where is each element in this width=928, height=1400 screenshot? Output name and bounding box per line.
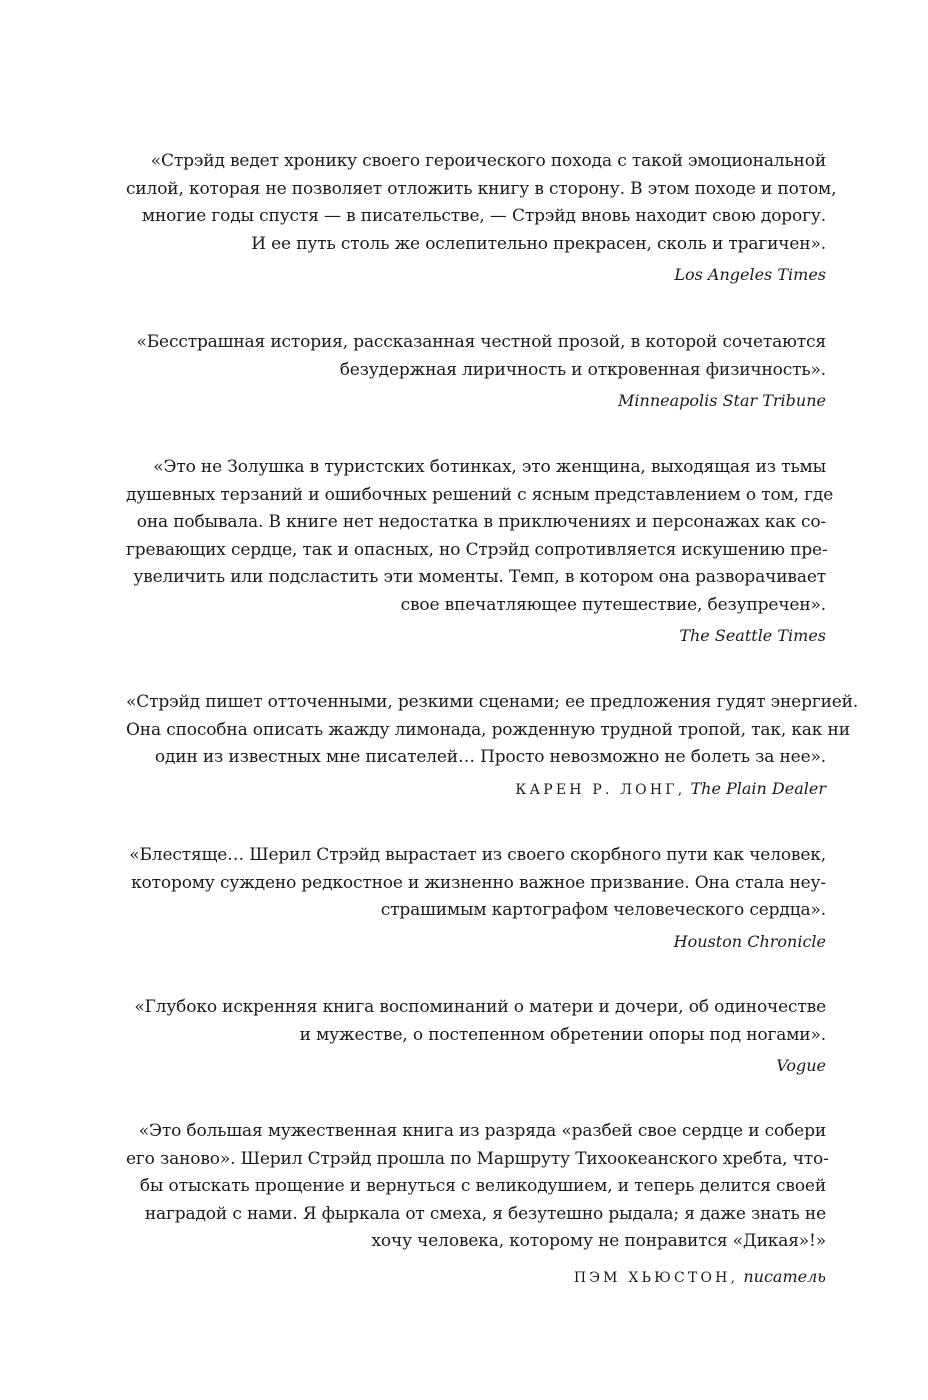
review-source: писатель — [743, 1266, 826, 1286]
review-text-line: бы отыскать прощение и вернуться с великодушием, и теперь делится своей — [139, 1176, 826, 1196]
review-text-line: «Стрэйд пишет отточенными, резкими сценами; ее предложения гудят энергией. — [126, 692, 859, 712]
review-text-line: она побывала. В книге нет недостатка в приключениях и персонажах как со- — [136, 512, 826, 532]
review-source: Los Angeles Times — [674, 265, 826, 284]
review-text-line: «Стрэйд ведет хронику своего героического похода с такой эмоциональной — [150, 151, 826, 171]
review-blurb — [126, 689, 859, 801]
review-text-line: И ее путь столь же ослепительно прекрасен, сколь и трагичен». — [251, 233, 826, 254]
review-attribution — [126, 625, 826, 647]
review-source: Vogue — [776, 1056, 826, 1075]
review-blurb — [126, 148, 837, 286]
review-text-line: свое впечатляющее путешествие, безупречен». — [400, 594, 826, 615]
review-text-line: Она способна описать жажду лимонада, рожденную трудной тропой, так, как ни — [126, 719, 850, 740]
review-text-line: и мужестве, о постепенном обретении опоры под ногами». — [299, 1024, 826, 1045]
review-text-line: наградой с нами. Я фыркала от смеха, я безутешно рыдала; я даже знать не — [144, 1203, 826, 1224]
review-text-line: «Блестяще… Шерил Стрэйд вырастает из своего скорбного пути как человек, — [129, 845, 826, 865]
review-text-line: «Это большая мужественная книга из разряда «разбей свое сердце и собери — [138, 1121, 826, 1141]
review-text-line: увеличить или подсластить эти моменты. Темп, в котором она разворачивает — [133, 567, 826, 587]
review-author: КАРЕН Р. ЛОНГ, — [515, 781, 686, 798]
review-blurb — [126, 842, 826, 953]
review-text-line: страшимым картографом человеческого сердца». — [380, 900, 826, 920]
review-text-line: его заново». Шерил Стрэйд прошла по Маршруту Тихоокеанского хребта, что- — [126, 1148, 829, 1169]
review-text-line: один из известных мне писателей… Просто невозможно не болеть за нее». — [154, 747, 826, 767]
review-text-line: «Глубоко искренняя книга воспоминаний о матери и дочери, об одиночестве — [134, 997, 826, 1017]
review-attribution — [126, 390, 826, 412]
review-text-line: многие годы спустя — в писательстве, — Стрэйд вновь находит свою дорогу. — [141, 206, 826, 226]
review-text-line: «Это не Золушка в туристских ботинках, это женщина, выходящая из тьмы — [153, 457, 826, 477]
review-blurb — [126, 329, 826, 412]
review-text-line: хочу человека, которому не понравится «Дикая»!» — [371, 1231, 826, 1251]
review-source: Minneapolis Star Tribune — [618, 391, 826, 410]
review-blurb — [126, 994, 826, 1077]
review-source: The Seattle Times — [679, 626, 826, 645]
review-attribution — [126, 778, 826, 801]
review-text-line: «Бесстрашная история, рассказанная честной прозой, в которой сочетаются — [136, 332, 826, 352]
review-source: The Plain Dealer — [690, 778, 826, 798]
review-text-line: безудержная лиричность и откровенная физичность». — [339, 359, 826, 380]
review-attribution — [126, 1266, 826, 1289]
review-text-line: силой, которая не позволяет отложить книгу в сторону. В этом походе и потом, — [126, 178, 837, 199]
review-blurb — [126, 454, 834, 647]
review-text-line: которому суждено редкостное и жизненно важное призвание. Она стала неу- — [131, 872, 826, 893]
review-text-line: гревающих сердце, так и опасных, но Стрэйд сопротивляется искушению пре- — [126, 539, 828, 560]
review-author: ПЭМ ХЬЮСТОН, — [573, 1269, 739, 1286]
review-blurb — [126, 1118, 829, 1289]
review-attribution — [126, 1055, 826, 1077]
review-text-line: душевных терзаний и ошибочных решений с ясным представлением о том, где — [126, 484, 834, 505]
review-attribution — [126, 264, 826, 286]
review-source: Houston Chronicle — [673, 931, 826, 951]
review-attribution — [126, 931, 826, 953]
